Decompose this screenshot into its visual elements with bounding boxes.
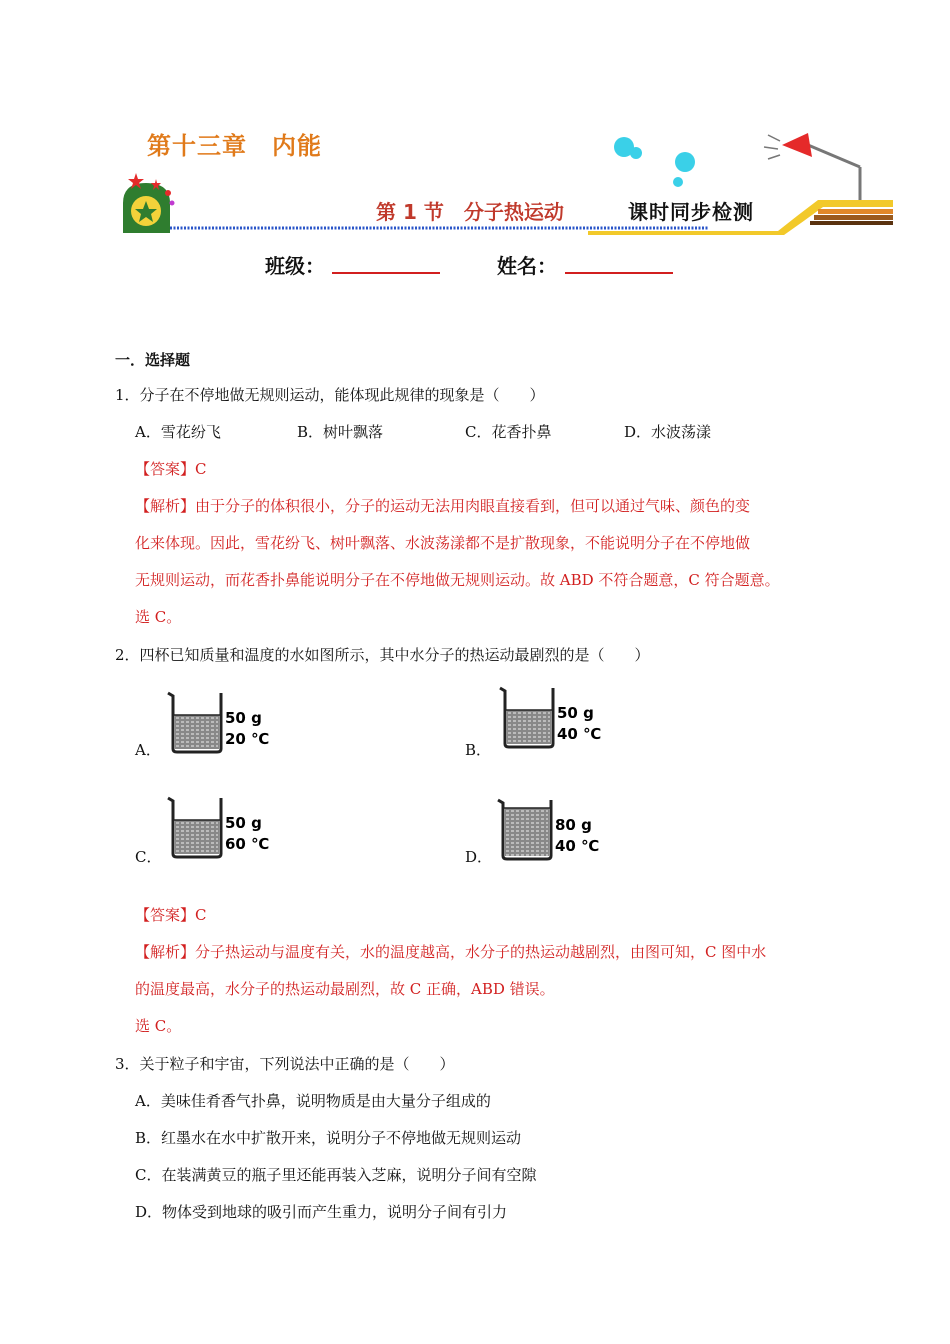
beaker-mass-label: 50 g (557, 704, 594, 722)
q2-analysis (135, 934, 839, 1045)
beaker-temp-label: 60 ℃ (225, 835, 270, 853)
analysis-line: 选 C。 (135, 1017, 182, 1035)
bubble-icon (630, 147, 642, 159)
bubble-icon (675, 152, 695, 172)
beaker-icon (165, 687, 275, 755)
beaker-figure (495, 794, 605, 862)
q1-option-d: D．水波荡漾 (624, 423, 712, 441)
analysis-label: 【解析】 (135, 497, 196, 515)
beaker-mass-label: 80 g (555, 816, 592, 834)
beaker-temp-label: 40 ℃ (557, 725, 602, 743)
q1-stem: 1．分子在不停地做无规则运动，能体现此规律的现象是（ ） (115, 386, 545, 404)
q1-option-c: C．花香扑鼻 (465, 423, 552, 441)
beaker-temp-label: 40 ℃ (555, 837, 600, 855)
bubble-icon (673, 177, 683, 187)
beaker-figure (165, 792, 275, 860)
analysis-label: 【解析】 (135, 943, 196, 961)
beaker-figure (165, 687, 270, 755)
analysis-line: 化来体现。因此，雪花纷飞、树叶飘落、水波荡漾都不是扩散现象，不能说明分子在不停地做 (135, 534, 751, 552)
q1-option-b: B．树叶飘落 (297, 423, 384, 441)
chapter-title: 第十三章 内能 (147, 132, 322, 160)
water-level (507, 710, 551, 744)
beaker-icon (165, 792, 275, 860)
beaker-icon (497, 682, 607, 750)
analysis-line: 分子热运动与温度有关，水的温度越高，水分子的热运动越剧烈，由图可知，C 图中水 (195, 943, 767, 961)
q2-stem: 2．四杯已知质量和温度的水如图所示，其中水分子的热运动最剧烈的是（ ） (115, 646, 650, 664)
q3-option-b: B．红墨水在水中扩散开来，说明分子不停地做无规则运动 (135, 1129, 522, 1147)
name-field[interactable] (565, 272, 673, 274)
beaker-mass-label: 50 g (225, 709, 262, 727)
beaker-icon (495, 794, 605, 862)
class-field[interactable] (332, 272, 440, 274)
beaker-temp-label: 20 ℃ (225, 730, 270, 748)
q1-analysis (135, 488, 839, 636)
star-badge-icon (123, 173, 175, 233)
tagline: 课时同步检测 (628, 200, 754, 224)
class-label: 班级： (265, 254, 325, 278)
answer-label: 【答案】 (135, 460, 196, 478)
section-heading: 一．选择题 (115, 351, 191, 369)
analysis-line: 无规则运动，而花香扑鼻能说明分子在不停地做无规则运动。故 ABD 不符合题意，C 符合题意。 (135, 571, 780, 589)
section-title: 第 1 节 分子热运动 (376, 200, 564, 224)
q2-option-b-letter: B． (465, 741, 492, 759)
beaker-mass-label: 50 g (225, 814, 262, 832)
water-level (175, 820, 219, 854)
answer-value: C (195, 906, 207, 924)
answer-value: C (195, 460, 207, 478)
q3-stem: 3．关于粒子和宇宙，下列说法中正确的是（ ） (115, 1055, 455, 1073)
q2-option-c-letter: C． (135, 848, 162, 866)
answer-label: 【答案】 (135, 906, 196, 924)
q3-option-d: D．物体受到地球的吸引而产生重力，说明分子间有引力 (135, 1203, 508, 1221)
analysis-line: 的温度最高，水分子的热运动最剧烈，故 C 正确，ABD 错误。 (135, 980, 555, 998)
lamp-icon (764, 133, 860, 205)
beaker-figure (497, 682, 607, 750)
analysis-line: 由于分子的体积很小，分子的运动无法用肉眼直接看到，但可以通过气味、颜色的变 (195, 497, 751, 515)
q3-option-a: A．美味佳肴香气扑鼻，说明物质是由大量分子组成的 (135, 1092, 491, 1110)
q2-option-d-letter: D． (465, 848, 493, 866)
analysis-line: 选 C。 (135, 608, 182, 626)
q2-option-a-letter: A． (135, 741, 161, 759)
water-level (175, 715, 219, 749)
name-label: 姓名： (497, 254, 557, 278)
q3-option-c: C．在装满黄豆的瓶子里还能再装入芝麻，说明分子间有空隙 (135, 1166, 537, 1184)
q2-answer (135, 905, 207, 925)
q1-answer (135, 459, 207, 479)
q1-option-a: A．雪花纷飞 (135, 423, 221, 441)
